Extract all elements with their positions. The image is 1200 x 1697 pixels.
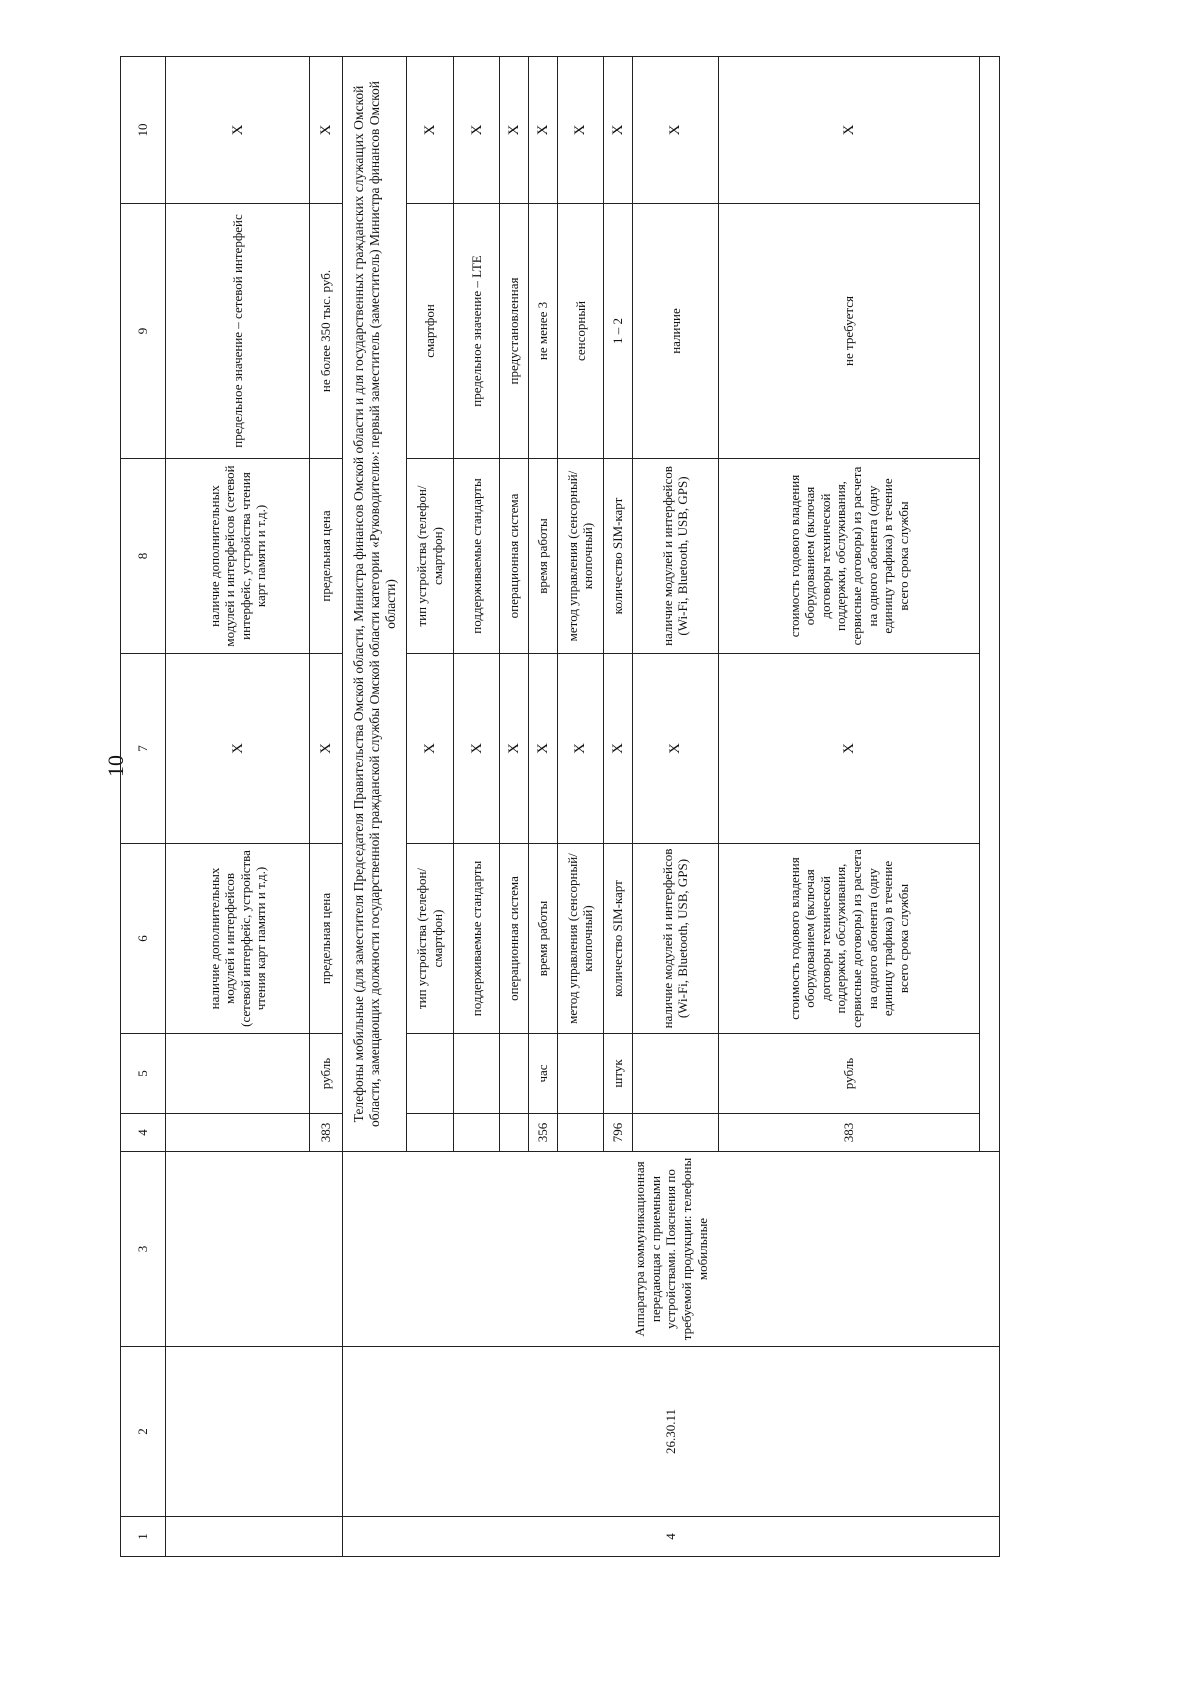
table-cell: Х — [453, 654, 499, 844]
table-cell: Х — [407, 57, 453, 204]
table-cell: наличие дополнительных модулей и интерфейсов (сетевой интерфейс, устройства чтения карт памяти и т.д.) — [166, 844, 310, 1034]
table-cell: предельная цена — [310, 844, 343, 1034]
table-cell: час — [528, 1034, 557, 1114]
page-number: 10 — [103, 755, 128, 777]
table-cell: Х — [557, 57, 603, 204]
table-cell — [500, 1034, 529, 1114]
table-cell: поддерживаемые стандарты — [453, 459, 499, 654]
table-cell: Х — [453, 57, 499, 204]
header-cell: 9 — [121, 204, 166, 459]
table-cell: Х — [719, 57, 980, 204]
table-cell: штук — [604, 1034, 633, 1114]
table-cell: не менее 3 — [528, 204, 557, 459]
table-cell: Х — [632, 654, 718, 844]
okpd-code: 26.30.11 — [343, 1347, 1000, 1517]
table-cell — [500, 1114, 529, 1152]
header-cell: 7 — [121, 654, 166, 844]
table-cell — [166, 1114, 310, 1152]
table-cell: поддерживаемые стандарты — [453, 844, 499, 1034]
table-cell: время работы — [528, 459, 557, 654]
table-cell: Х — [310, 654, 343, 844]
table-cell: тип устройства (телефон/смартфон) — [407, 844, 453, 1034]
header-cell: 4 — [121, 1114, 166, 1152]
category-description: Телефоны мобильные (для заместителя Председателя Правительства Омской области, Министра финансов Омской области и для государственных гражданских служащих Омской области, замещающих должности государственной гражданской службы Омской области категории «Руководители»: первый заместитель (заместитель) Министра финансов Омской области) — [343, 57, 407, 1152]
header-cell: 6 — [121, 844, 166, 1034]
table-cell — [166, 1152, 343, 1347]
header-cell: 5 — [121, 1034, 166, 1114]
table-cell — [557, 1114, 603, 1152]
table-cell: Х — [604, 654, 633, 844]
table-cell — [407, 1114, 453, 1152]
spec-table — [120, 56, 1000, 1557]
table-cell: стоимость годового владения оборудованием (включая договоры технической поддержки, обслуживания, сервисные договоры) из расчета на одного абонента (одну единицу трафика) в течение всего срока службы — [719, 459, 980, 654]
header-cell: 2 — [121, 1347, 166, 1517]
table-cell — [407, 1034, 453, 1114]
table-cell: время работы — [528, 844, 557, 1034]
table-cell: предельное значение – сетевой интерфейс — [166, 204, 310, 459]
table-cell: операционная система — [500, 844, 529, 1034]
table-cell: 383 — [310, 1114, 343, 1152]
table-cell: 383 — [719, 1114, 980, 1152]
table-cell: Х — [604, 57, 633, 204]
table-cell: операционная система — [500, 459, 529, 654]
table-cell: метод управления (сенсорный/кнопочный) — [557, 844, 603, 1034]
table-cell: Х — [500, 654, 529, 844]
header-cell: 10 — [121, 57, 166, 204]
category-row — [343, 57, 407, 1557]
table-cell: не более 350 тыс. руб. — [310, 204, 343, 459]
table-cell — [166, 1034, 310, 1114]
table-cell: стоимость годового владения оборудованием (включая договоры технической поддержки, обслуживания, сервисные договоры) из расчета на одного абонента (одну единицу трафика) в течение всего срока службы — [719, 844, 980, 1034]
header-cell: 3 — [121, 1152, 166, 1347]
table-cell: Х — [557, 654, 603, 844]
header-cell: 8 — [121, 459, 166, 654]
table-cell: наличие — [632, 204, 718, 459]
table-cell: количество SIM-карт — [604, 459, 633, 654]
item-name: Аппаратура коммуникационная передающая с приемными устройствами. Пояснения по требуемой продукции: телефоны мобильные — [343, 1152, 1000, 1347]
table-cell: Х — [632, 57, 718, 204]
table-cell: 1 – 2 — [604, 204, 633, 459]
table-cell: рубль — [310, 1034, 343, 1114]
table-cell: Х — [528, 57, 557, 204]
table-cell: количество SIM-карт — [604, 844, 633, 1034]
table-cell: предустановленная — [500, 204, 529, 459]
table-cell: тип устройства (телефон/смартфон) — [407, 459, 453, 654]
table-cell: Х — [166, 57, 310, 204]
table-cell — [166, 1347, 343, 1517]
table-cell: рубль — [719, 1034, 980, 1114]
table-cell: Х — [310, 57, 343, 204]
table-cell — [632, 1114, 718, 1152]
table-cell: Х — [166, 654, 310, 844]
table-cell — [166, 1517, 343, 1557]
table-cell — [453, 1034, 499, 1114]
table-cell: предельное значение – LTE — [453, 204, 499, 459]
table-cell: Х — [407, 654, 453, 844]
table-cell — [557, 1034, 603, 1114]
table-cell — [453, 1114, 499, 1152]
rotated-table-wrapper — [120, 57, 1000, 1557]
table-cell — [632, 1034, 718, 1114]
header-row — [121, 57, 166, 1557]
table-cell: сенсорный — [557, 204, 603, 459]
table-cell: предельная цена — [310, 459, 343, 654]
table-cell: 356 — [528, 1114, 557, 1152]
table-cell: Х — [528, 654, 557, 844]
table-cell: смартфон — [407, 204, 453, 459]
table-cell: Х — [719, 654, 980, 844]
table-cell: не требуется — [719, 204, 980, 459]
header-cell: 1 — [121, 1517, 166, 1557]
table-cell: наличие модулей и интерфейсов (Wi-Fi, Bluetooth, USB, GPS) — [632, 459, 718, 654]
table-row — [166, 57, 310, 1557]
table-cell: наличие дополнительных модулей и интерфейсов (сетевой интерфейс, устройства чтения карт памяти и т.д.) — [166, 459, 310, 654]
table-cell: наличие модулей и интерфейсов (Wi-Fi, Bluetooth, USB, GPS) — [632, 844, 718, 1034]
table-cell — [980, 57, 1000, 1152]
table-cell: метод управления (сенсорный/кнопочный) — [557, 459, 603, 654]
item-number: 4 — [343, 1517, 1000, 1557]
table-cell: 796 — [604, 1114, 633, 1152]
table-cell: Х — [500, 57, 529, 204]
